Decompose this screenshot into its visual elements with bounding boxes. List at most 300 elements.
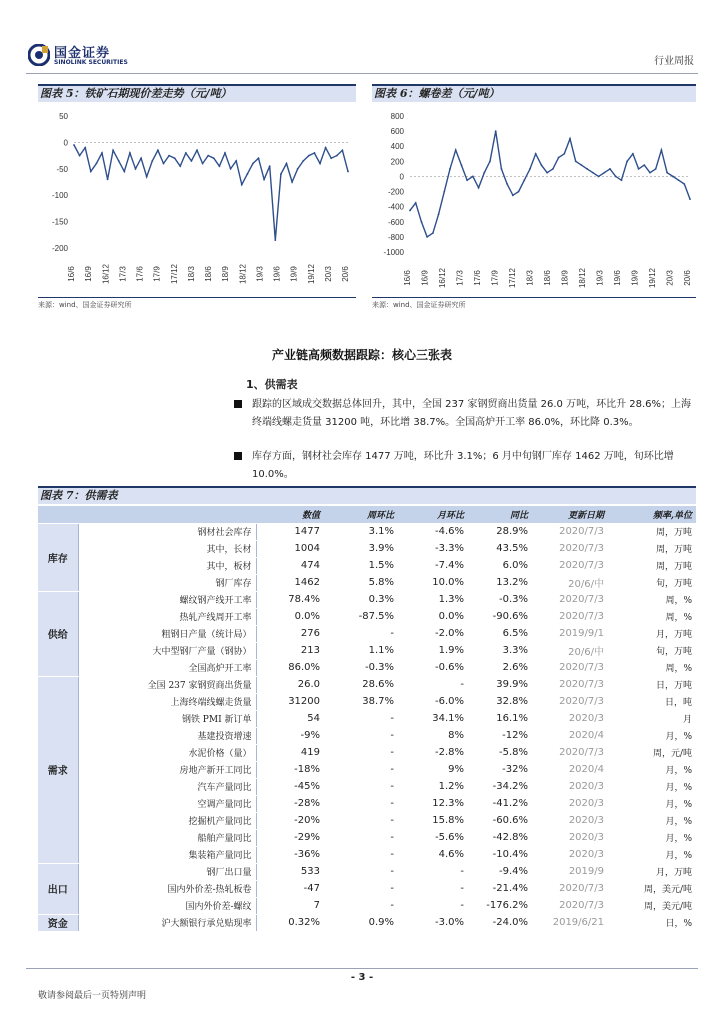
table-cell: - xyxy=(324,795,398,812)
table-cell: 4.6% xyxy=(398,846,468,863)
table-cell: 533 xyxy=(256,863,324,880)
data-point xyxy=(79,155,81,157)
bullet-text: 库存方面，钢材社会库存 1477 万吨，环比升 3.1%；6 月中旬钢厂库存 1462 万吨，旬环比增 10.0%。 xyxy=(252,451,674,480)
data-point xyxy=(196,149,198,151)
indicator-name: 沪大额银行承兑贴现率 xyxy=(78,914,256,931)
table-header-cell: 周环比 xyxy=(324,506,398,523)
data-point xyxy=(280,173,282,175)
y-tick-label: 600 xyxy=(390,127,404,137)
data-point xyxy=(449,168,451,170)
table-cell: 月，万吨 xyxy=(608,863,696,880)
table-cell: 15.8% xyxy=(398,812,468,829)
table-cell: 86.0% xyxy=(256,659,324,676)
x-tick-label: 18/9 xyxy=(560,270,570,286)
table-cell: - xyxy=(324,761,398,778)
table-cell: 月，% xyxy=(608,778,696,795)
indicator-name: 螺纹钢产线开工率 xyxy=(78,591,256,608)
table-row xyxy=(38,795,696,812)
table-cell: -176.2% xyxy=(468,897,532,914)
table-cell: -12% xyxy=(468,727,532,744)
table-header-cell: 更新日期 xyxy=(532,506,608,523)
logo-text-cn: 国金证券 xyxy=(54,46,111,61)
data-point xyxy=(224,152,226,154)
indicator-name: 钢铁 PMI 新订单 xyxy=(78,710,256,727)
table-cell: 周，% xyxy=(608,591,696,608)
table-cell: 276 xyxy=(256,625,324,642)
data-point xyxy=(415,202,417,204)
data-point xyxy=(666,172,668,174)
x-tick-label: 19/12 xyxy=(648,267,657,289)
table-cell: 213 xyxy=(256,642,324,659)
table-row xyxy=(38,778,696,795)
data-point xyxy=(518,191,520,193)
table-cell: 月 xyxy=(608,710,696,727)
table-cell: 旬，万吨 xyxy=(608,574,696,591)
table-cell: -87.5% xyxy=(324,608,398,625)
data-point xyxy=(552,168,554,170)
data-point xyxy=(472,176,474,178)
data-point xyxy=(95,163,97,165)
table-cell: 28.6% xyxy=(324,676,398,693)
table-cell: -18% xyxy=(256,761,324,778)
data-point xyxy=(302,160,304,162)
data-point xyxy=(563,153,565,155)
data-point xyxy=(230,168,232,170)
table-row xyxy=(38,540,696,557)
table-cell: 38.7% xyxy=(324,693,398,710)
y-tick-label: 0 xyxy=(399,172,404,182)
indicator-name: 船舶产量同比 xyxy=(78,829,256,846)
chart-source: 来源：wind、国金证券研究所 xyxy=(372,301,466,309)
data-point xyxy=(291,181,293,183)
bullet-text: 跟踪的区域成交数据总体回升，其中，全国 237 家钢贸商出货量 26.0 万吨，环比升 28.6%；上海终端线螺走货量 31200 吨，环比增 38.7%。全国高炉开工率 86.0%，环比降 0.3%。 xyxy=(252,399,692,428)
table-cell: 31200 xyxy=(256,693,324,710)
bullet-paragraph xyxy=(252,396,692,432)
indicator-name: 其中，长材 xyxy=(78,540,256,557)
data-point xyxy=(330,157,332,159)
data-point xyxy=(129,152,131,154)
indicator-name: 空调产量同比 xyxy=(78,795,256,812)
table-header-cell: 同比 xyxy=(468,506,532,523)
table-cell: 2020/4 xyxy=(532,727,608,744)
indicator-name: 钢材社会库存 xyxy=(78,523,256,540)
table-cell: 周，% xyxy=(608,659,696,676)
table-title: 图表 7：供需表 xyxy=(38,486,696,504)
x-tick-label: 19/9 xyxy=(630,270,640,286)
table-row xyxy=(38,625,696,642)
table-cell: 0.0% xyxy=(256,608,324,625)
table-cell: 2020/7/3 xyxy=(532,693,608,710)
table-cell: - xyxy=(324,710,398,727)
table-cell: 月，% xyxy=(608,812,696,829)
x-tick-label: 18/12 xyxy=(238,263,248,285)
series-line xyxy=(410,131,690,237)
table-row xyxy=(38,591,696,608)
table-cell: -5.6% xyxy=(398,829,468,846)
table-row xyxy=(38,863,696,880)
table-cell: - xyxy=(324,744,398,761)
table-cell: -29% xyxy=(256,829,324,846)
table-cell: 2020/3 xyxy=(532,812,608,829)
table-row xyxy=(38,880,696,897)
chart-6-plot xyxy=(372,102,696,297)
table-cell: -9% xyxy=(256,727,324,744)
data-point xyxy=(489,160,491,162)
y-tick-label: 0 xyxy=(63,138,68,148)
table-header-cell: 数值 xyxy=(256,506,324,523)
data-point xyxy=(581,164,583,166)
data-point xyxy=(118,160,120,162)
indicator-name: 汽车产量同比 xyxy=(78,778,256,795)
table-cell: 2020/7/3 xyxy=(532,676,608,693)
indicator-name: 上海终端线螺走货量 xyxy=(78,693,256,710)
table-cell: -41.2% xyxy=(468,795,532,812)
data-point xyxy=(336,155,338,157)
table-cell: -45% xyxy=(256,778,324,795)
data-point xyxy=(632,153,634,155)
data-point xyxy=(235,160,237,162)
data-point xyxy=(241,184,243,186)
table-cell: 39.9% xyxy=(468,676,532,693)
data-point xyxy=(347,171,349,173)
table-cell: 2020/7/3 xyxy=(532,659,608,676)
data-point xyxy=(495,130,497,132)
chart-5-plot xyxy=(38,102,356,297)
y-tick-label: -150 xyxy=(51,217,68,227)
table-cell: 2020/7/3 xyxy=(532,540,608,557)
data-point xyxy=(649,172,651,174)
data-point xyxy=(443,191,445,193)
data-point xyxy=(263,178,265,180)
data-point xyxy=(609,168,611,170)
table-group-label: 出口 xyxy=(38,863,78,914)
table-cell: 3.3% xyxy=(468,642,532,659)
data-point xyxy=(325,147,327,149)
table-cell: 2020/7/3 xyxy=(532,608,608,625)
table-cell: 2019/9/1 xyxy=(532,625,608,642)
table-row xyxy=(38,744,696,761)
table-cell: - xyxy=(324,880,398,897)
table-header-cell xyxy=(38,506,78,523)
table-cell: 32.8% xyxy=(468,693,532,710)
y-tick-label: 800 xyxy=(390,112,404,121)
disclaimer: 敬请参阅最后一页特别声明 xyxy=(38,991,147,1001)
table-cell: 2020/7/3 xyxy=(532,591,608,608)
x-tick-label: 16/9 xyxy=(84,266,94,282)
x-tick-label: 17/3 xyxy=(118,266,128,282)
x-tick-label: 20/6 xyxy=(683,270,692,286)
x-tick-label: 17/3 xyxy=(455,270,465,286)
table-cell: -3.0% xyxy=(398,914,468,931)
table-cell: 周，万吨 xyxy=(608,557,696,574)
table-cell: 2020/3 xyxy=(532,829,608,846)
table-row xyxy=(38,846,696,863)
table-cell: 3.9% xyxy=(324,540,398,557)
data-point xyxy=(274,239,276,241)
indicator-name: 大中型钢厂产量（钢协） xyxy=(78,642,256,659)
indicator-name: 粗钢日产量（统计局） xyxy=(78,625,256,642)
x-tick-label: 18/6 xyxy=(204,266,213,282)
data-point xyxy=(101,152,103,154)
table-cell: 2020/7/3 xyxy=(532,744,608,761)
table-cell: 2019/9 xyxy=(532,863,608,880)
data-point xyxy=(213,157,215,159)
table-row xyxy=(38,676,696,693)
data-point xyxy=(621,179,623,181)
x-tick-label: 16/12 xyxy=(101,263,111,285)
table-cell: -47 xyxy=(256,880,324,897)
x-tick-label: 18/3 xyxy=(525,270,535,286)
y-tick-label: -100 xyxy=(51,191,68,201)
table-cell: 1004 xyxy=(256,540,324,557)
data-point xyxy=(598,176,600,178)
page-header xyxy=(26,40,698,74)
data-point xyxy=(541,164,543,166)
table-cell: - xyxy=(398,880,468,897)
data-point xyxy=(84,147,86,149)
data-point xyxy=(151,160,153,162)
table-cell: -20% xyxy=(256,812,324,829)
table-cell: -2.0% xyxy=(398,625,468,642)
data-point xyxy=(592,172,594,174)
table-cell: 9% xyxy=(398,761,468,778)
table-row xyxy=(38,829,696,846)
data-point xyxy=(683,183,685,185)
table-cell: 474 xyxy=(256,557,324,574)
table-cell: -32% xyxy=(468,761,532,778)
source-divider xyxy=(372,297,696,298)
table-cell: -9.4% xyxy=(468,863,532,880)
table-cell: -36% xyxy=(256,846,324,863)
table-cell: 月，% xyxy=(608,727,696,744)
data-point xyxy=(135,168,137,170)
data-point xyxy=(426,236,428,238)
data-point xyxy=(455,149,457,151)
table-cell: 28.9% xyxy=(468,523,532,540)
data-point xyxy=(643,164,645,166)
data-point xyxy=(179,165,181,167)
data-point xyxy=(615,176,617,178)
table-cell: 16.1% xyxy=(468,710,532,727)
data-point xyxy=(174,157,176,159)
data-point xyxy=(678,179,680,181)
data-point xyxy=(409,210,411,212)
table-row xyxy=(38,761,696,778)
table-row xyxy=(38,557,696,574)
x-tick-label: 17/9 xyxy=(152,266,162,282)
data-point xyxy=(638,168,640,170)
table-header-row xyxy=(38,506,696,523)
table-cell: -0.3% xyxy=(324,659,398,676)
table-header-cell: 频率,单位 xyxy=(608,506,696,523)
company-logo-icon xyxy=(28,44,50,66)
table-cell: 旬，万吨 xyxy=(608,642,696,659)
table-cell: 月，% xyxy=(608,829,696,846)
bullet-paragraph xyxy=(252,448,692,484)
source-divider xyxy=(38,297,356,298)
table-row xyxy=(38,574,696,591)
table-cell: 0.0% xyxy=(398,608,468,625)
data-point xyxy=(314,152,316,154)
data-point xyxy=(626,160,628,162)
data-point xyxy=(319,163,321,165)
indicator-name: 钢厂出口量 xyxy=(78,863,256,880)
table-cell: 日，万吨 xyxy=(608,676,696,693)
chart-source: 来源：wind、国金证券研究所 xyxy=(38,301,132,309)
data-point xyxy=(661,149,663,151)
table-cell: 月，% xyxy=(608,761,696,778)
chart-panel-6 xyxy=(372,84,696,297)
x-tick-label: 17/6 xyxy=(473,270,482,286)
table-row xyxy=(38,693,696,710)
table-cell: - xyxy=(324,778,398,795)
table-cell: 周，美元/吨 xyxy=(608,880,696,897)
table-cell: - xyxy=(398,897,468,914)
table-row xyxy=(38,659,696,676)
data-point xyxy=(286,163,288,165)
data-point xyxy=(185,152,187,154)
table-cell: 0.3% xyxy=(324,591,398,608)
table-cell: -2.8% xyxy=(398,744,468,761)
y-tick-label: -1000 xyxy=(383,248,404,257)
x-tick-label: 18/9 xyxy=(221,266,231,282)
table-row xyxy=(38,727,696,744)
x-tick-label: 19/9 xyxy=(289,266,299,282)
data-table xyxy=(38,506,696,932)
table-cell: 月，% xyxy=(608,795,696,812)
table-cell: 8% xyxy=(398,727,468,744)
table-cell: 1.1% xyxy=(324,642,398,659)
table-cell: 2020/7/3 xyxy=(532,557,608,574)
table-cell: - xyxy=(324,727,398,744)
data-point xyxy=(146,176,148,178)
data-point xyxy=(655,168,657,170)
table-cell: 2020/7/3 xyxy=(532,897,608,914)
table-cell: 2.6% xyxy=(468,659,532,676)
table-cell: - xyxy=(324,897,398,914)
x-tick-label: 19/12 xyxy=(306,263,316,285)
data-point xyxy=(163,163,165,165)
company-logo xyxy=(26,40,136,70)
data-point xyxy=(207,155,209,157)
y-tick-label: 50 xyxy=(59,112,68,121)
table-cell: -7.4% xyxy=(398,557,468,574)
indicator-name: 水泥价格（量） xyxy=(78,744,256,761)
table-cell: 43.5% xyxy=(468,540,532,557)
x-tick-label: 18/12 xyxy=(578,267,587,289)
supply-demand-table xyxy=(38,506,696,932)
indicator-name: 集装箱产量同比 xyxy=(78,846,256,863)
data-point xyxy=(569,138,571,140)
table-cell: 0.9% xyxy=(324,914,398,931)
table-cell: 日，吨 xyxy=(608,693,696,710)
data-point xyxy=(258,157,260,159)
table-cell: 1.2% xyxy=(398,778,468,795)
table-cell: 26.0 xyxy=(256,676,324,693)
footer-divider xyxy=(26,968,698,969)
x-tick-label: 19/6 xyxy=(613,270,622,286)
table-cell: 10.0% xyxy=(398,574,468,591)
x-tick-label: 17/12 xyxy=(169,263,179,285)
table-cell: -34.2% xyxy=(468,778,532,795)
data-point xyxy=(202,163,204,165)
sub-title: 1、供需表 xyxy=(246,378,298,391)
table-cell: -0.3% xyxy=(468,591,532,608)
table-group-label: 库存 xyxy=(38,523,78,591)
table-cell: 1.3% xyxy=(398,591,468,608)
chart-title: 图表 5：铁矿石期现价差走势（元/吨） xyxy=(38,84,356,102)
indicator-name: 全国 237 家钢贸商出货量 xyxy=(78,676,256,693)
indicator-name: 国内外价差-螺纹 xyxy=(78,897,256,914)
table-cell: -10.4% xyxy=(468,846,532,863)
table-cell: 1462 xyxy=(256,574,324,591)
data-point xyxy=(157,149,159,151)
table-cell: -5.8% xyxy=(468,744,532,761)
table-cell: - xyxy=(324,863,398,880)
table-row xyxy=(38,710,696,727)
data-point xyxy=(483,172,485,174)
table-cell: - xyxy=(324,829,398,846)
table-cell: 日，% xyxy=(608,914,696,931)
table-cell: 周，美元/吨 xyxy=(608,897,696,914)
data-point xyxy=(252,163,254,165)
table-cell: 1.5% xyxy=(324,557,398,574)
x-tick-label: 19/3 xyxy=(595,270,605,286)
x-tick-label: 16/12 xyxy=(438,267,447,289)
y-tick-label: 200 xyxy=(390,157,404,167)
table-cell: 1477 xyxy=(256,523,324,540)
x-tick-label: 17/6 xyxy=(135,266,145,282)
data-point xyxy=(501,168,503,170)
table-cell: - xyxy=(324,846,398,863)
table-cell: 2020/3 xyxy=(532,795,608,812)
x-tick-label: 17/12 xyxy=(508,267,517,289)
data-point xyxy=(191,160,193,162)
data-point xyxy=(512,194,514,196)
y-tick-label: -200 xyxy=(387,187,404,197)
chart-panel-5 xyxy=(38,84,356,297)
y-tick-label: 400 xyxy=(390,142,404,152)
table-row xyxy=(38,897,696,914)
table-cell: 月，万吨 xyxy=(608,625,696,642)
page-number: - 3 - xyxy=(350,972,374,983)
table-cell: -60.6% xyxy=(468,812,532,829)
data-point xyxy=(466,179,468,181)
data-point xyxy=(461,164,463,166)
table-cell: 419 xyxy=(256,744,324,761)
table-cell: 月，% xyxy=(608,846,696,863)
table-header-cell xyxy=(78,506,256,523)
table-cell: -42.8% xyxy=(468,829,532,846)
data-point xyxy=(112,149,114,151)
table-row xyxy=(38,642,696,659)
data-point xyxy=(535,153,537,155)
indicator-name: 房地产新开工同比 xyxy=(78,761,256,778)
table-cell: -24.0% xyxy=(468,914,532,931)
indicator-name: 热轧产线周开工率 xyxy=(78,608,256,625)
indicator-name: 基建投资增速 xyxy=(78,727,256,744)
table-cell: - xyxy=(398,863,468,880)
table-cell: 54 xyxy=(256,710,324,727)
data-point xyxy=(586,168,588,170)
x-tick-label: 18/6 xyxy=(543,270,552,286)
data-point xyxy=(523,179,525,181)
table-row xyxy=(38,812,696,829)
table-cell: -4.6% xyxy=(398,523,468,540)
data-point xyxy=(558,157,560,159)
data-point xyxy=(107,178,109,180)
x-tick-label: 20/3 xyxy=(665,270,675,286)
